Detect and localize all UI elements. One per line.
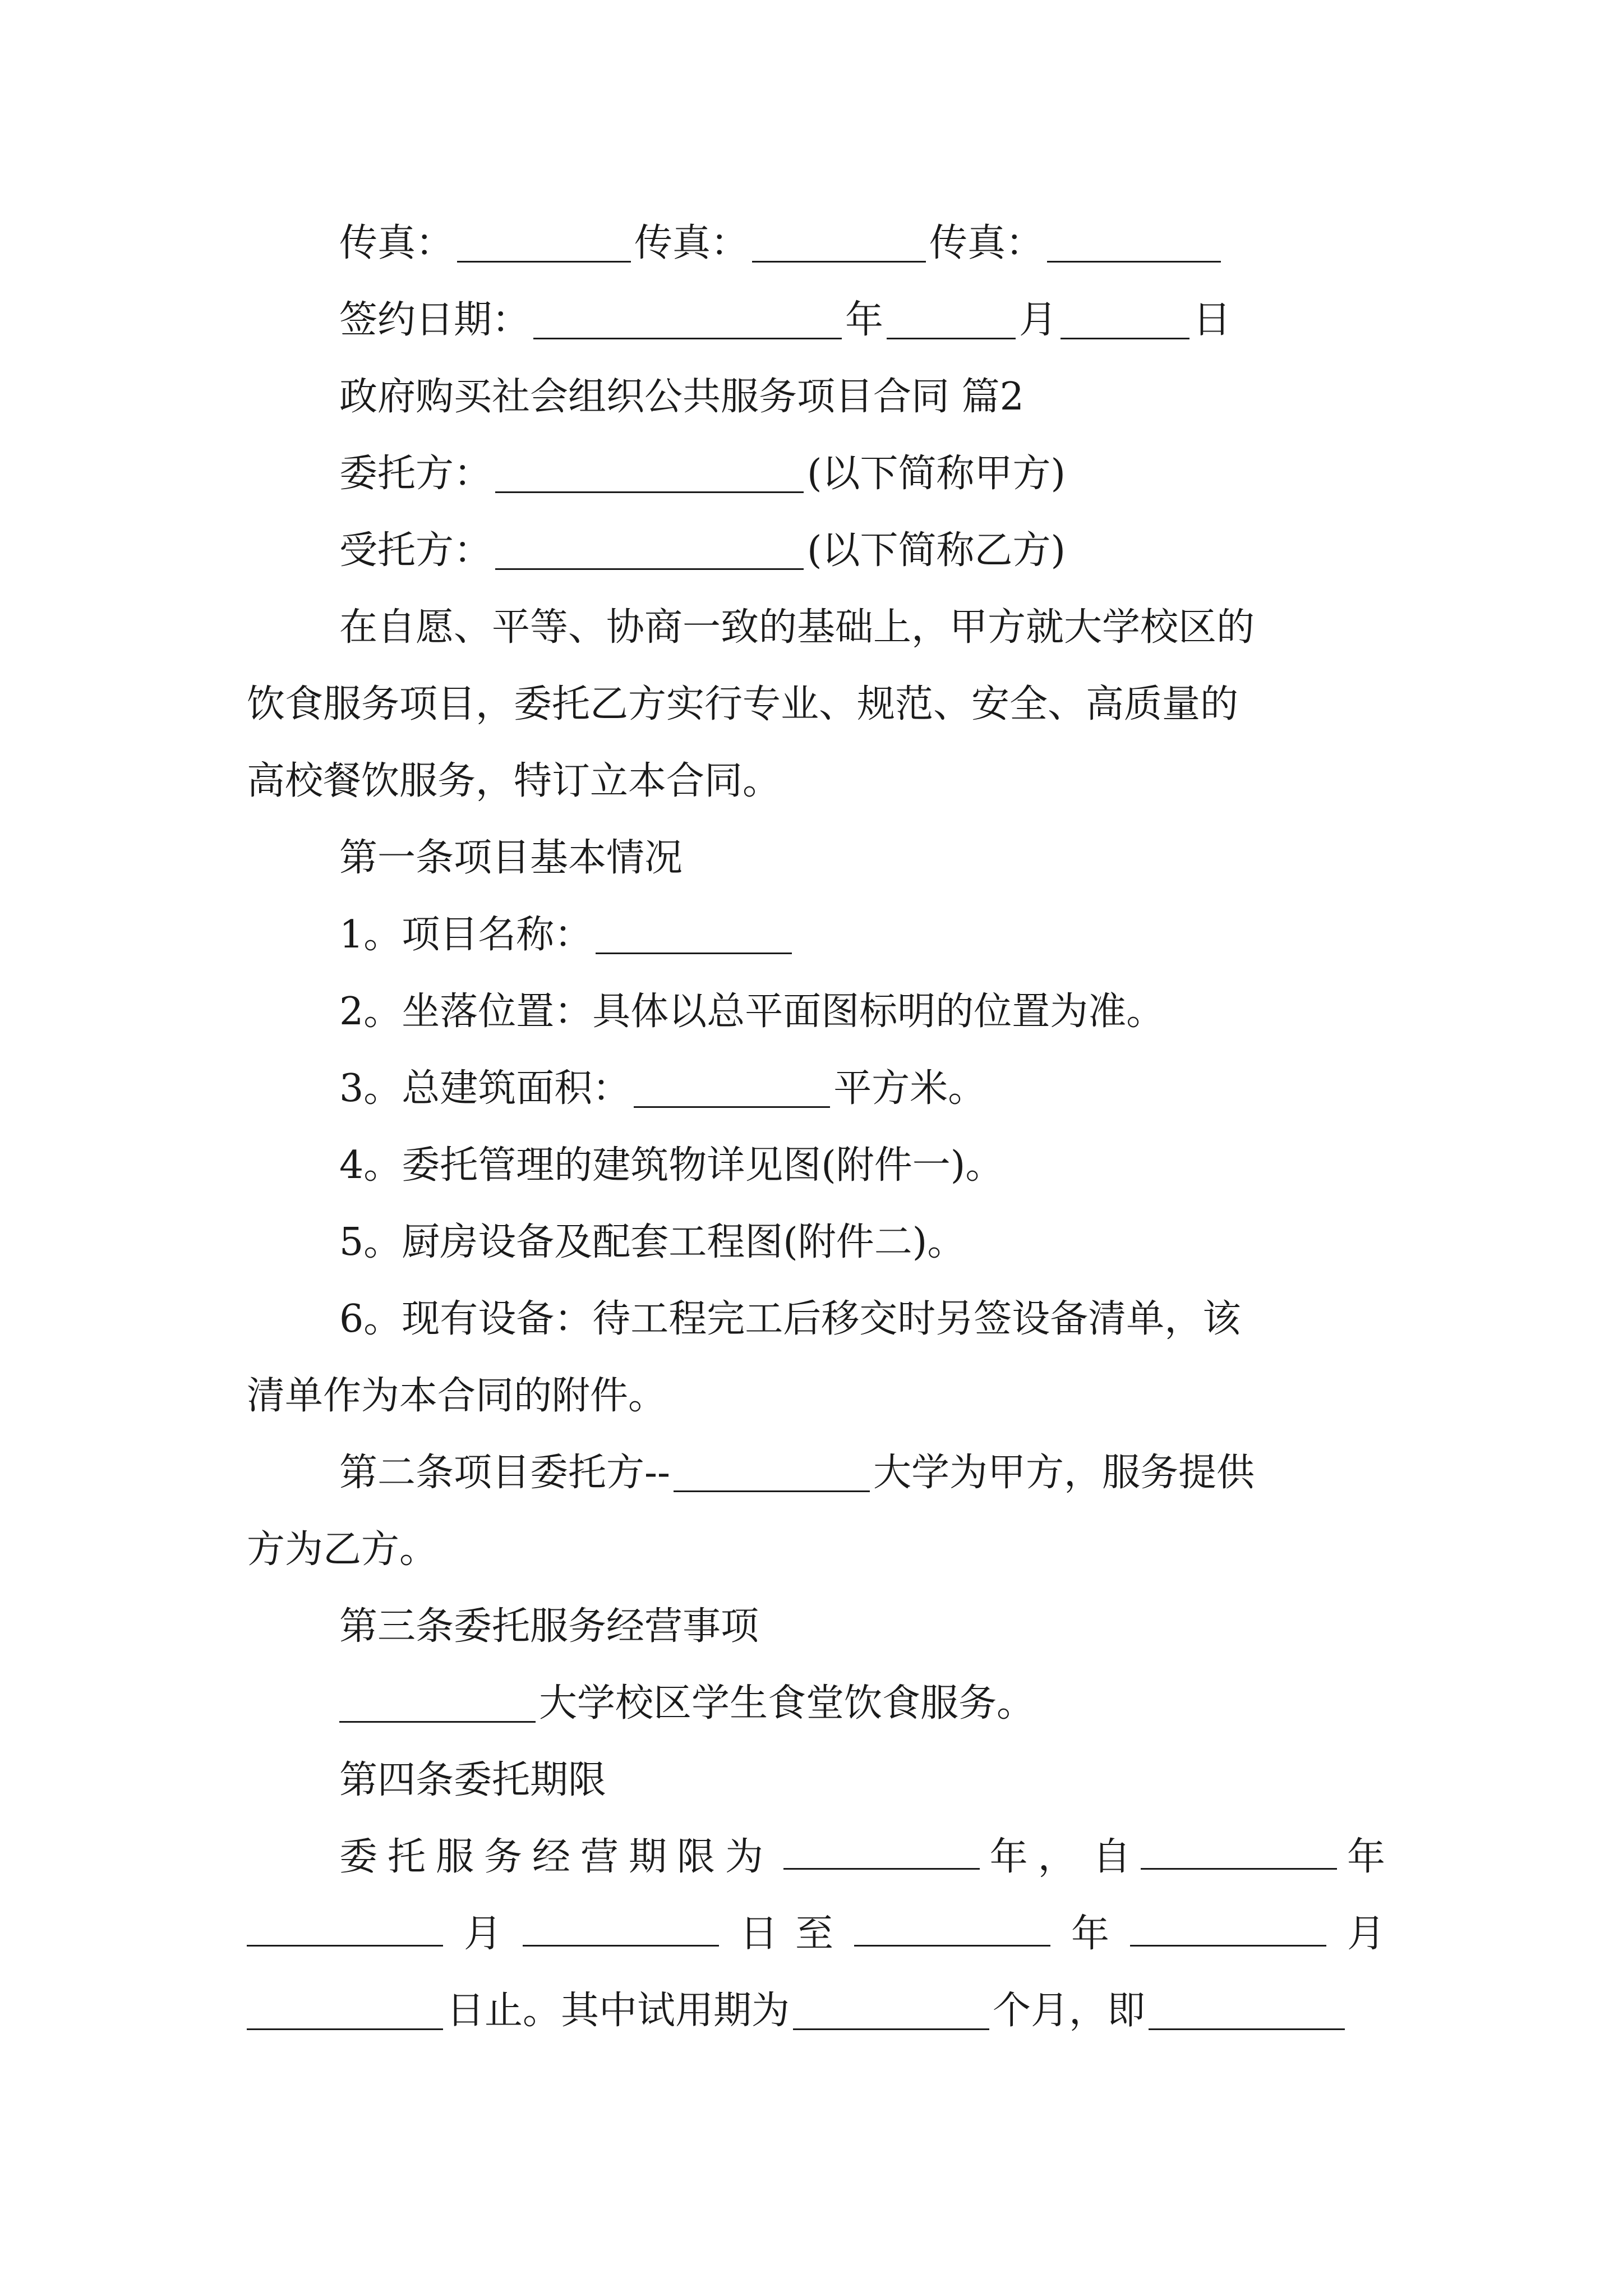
article-4-line-2 (247, 1906, 1385, 1962)
end-month-blank (1130, 1908, 1326, 1947)
article-4-line-3 (247, 1983, 1385, 2039)
fax-label: 传真： (339, 221, 454, 265)
intro-line-2: 饮食服务项目，委托乙方实行专业、规范、安全、高质量的 (247, 682, 1239, 726)
client-suffix: (以下简称甲方) (807, 452, 1066, 496)
end-year-unit: 年 (1071, 1912, 1109, 1956)
trial-months-blank (793, 1991, 989, 2030)
area-blank (634, 1069, 830, 1108)
end-day-blank (247, 1991, 443, 2030)
item-3-unit: 平方米。 (833, 1066, 986, 1111)
article-1-heading: 第一条项目基本情况 (339, 836, 683, 880)
fax-blank (457, 224, 631, 263)
article-1-item-5: 5。厨房设备及配套工程图(附件二)。 (339, 1220, 966, 1264)
fax-label: 传真： (634, 221, 749, 265)
article-1-item-6a: 6。现有设备：待工程完工后移交时另签设备清单，该 (339, 1297, 1241, 1341)
from-label: 自 (1092, 1835, 1131, 1879)
start-day-unit: 日 (739, 1912, 778, 1956)
fax-line (339, 215, 1385, 272)
contractor-blank (495, 531, 804, 570)
client-label: 委托方： (339, 452, 492, 496)
day-label: 日 (1193, 298, 1232, 342)
contractor-label: 受托方： (339, 528, 492, 573)
client-line (339, 446, 1385, 502)
project-name-blank (596, 915, 792, 954)
fax-blank (752, 224, 926, 263)
start-month-blank (247, 1908, 443, 1947)
campus-blank (339, 1684, 536, 1723)
to-label: 至 (795, 1912, 833, 1956)
year-blank (533, 301, 842, 339)
article-1-item-4: 4。委托管理的建筑物详见图(附件一)。 (339, 1143, 1004, 1188)
start-year-blank (1141, 1831, 1337, 1870)
day-blank (1061, 301, 1189, 339)
intro-line-1: 在自愿、平等、协商一致的基础上，甲方就大学校区的 (339, 605, 1255, 650)
contractor-line (339, 523, 1385, 579)
end-year-blank (854, 1908, 1050, 1947)
start-year-unit: 年 (1347, 1835, 1385, 1879)
article-1-item-2: 2。坐落位置：具体以总平面图标明的位置为准。 (339, 990, 1165, 1034)
fax-label: 传真： (929, 221, 1044, 265)
article-1-item-1 (339, 907, 1385, 963)
article-3-heading: 第三条委托服务经营事项 (339, 1604, 759, 1649)
article-3-body (339, 1676, 1385, 1732)
article-4-line-1 (339, 1829, 1385, 1885)
sign-date-line (339, 292, 1385, 348)
client-blank (495, 454, 804, 493)
sign-date-label: 签约日期： (339, 298, 531, 342)
trial-period-blank (1149, 1991, 1345, 2030)
end-month-unit: 月 (1347, 1912, 1385, 1956)
trial-unit: 个月，即 (993, 1989, 1146, 2033)
article-1-item-3 (339, 1061, 1385, 1117)
term-years-blank (783, 1831, 980, 1870)
article-2-line-2: 方为乙方。 (247, 1527, 438, 1572)
university-blank (674, 1453, 870, 1492)
fax-blank (1047, 224, 1221, 263)
month-blank (887, 301, 1016, 339)
contract-title: 政府购买社会组织公共服务项目合同 篇2 (339, 375, 1024, 419)
item-1-label: 1。项目名称： (339, 913, 593, 957)
article-3-text: 大学校区学生食堂饮食服务。 (539, 1681, 1035, 1726)
start-month-unit: 月 (463, 1912, 502, 1956)
article-2-start: 第二条项目委托方-- (339, 1451, 670, 1495)
term-year-unit: 年， (989, 1835, 1086, 1879)
article-1-item-6b: 清单作为本合同的附件。 (247, 1374, 667, 1418)
term-label: 委托服务经营期限为 (339, 1835, 774, 1879)
item-3-label: 3。总建筑面积： (339, 1066, 631, 1111)
intro-line-3: 高校餐饮服务，特订立本合同。 (247, 759, 781, 803)
contractor-suffix: (以下简称乙方) (807, 528, 1066, 573)
month-label: 月 (1019, 298, 1058, 342)
year-label: 年 (845, 298, 884, 342)
article-2-line-1 (339, 1445, 1385, 1501)
article-4-heading: 第四条委托期限 (339, 1758, 607, 1802)
article-2-end: 大学为甲方，服务提供 (873, 1451, 1255, 1495)
trial-label: 日止。其中试用期为 (446, 1989, 790, 2033)
start-day-blank (523, 1908, 719, 1947)
